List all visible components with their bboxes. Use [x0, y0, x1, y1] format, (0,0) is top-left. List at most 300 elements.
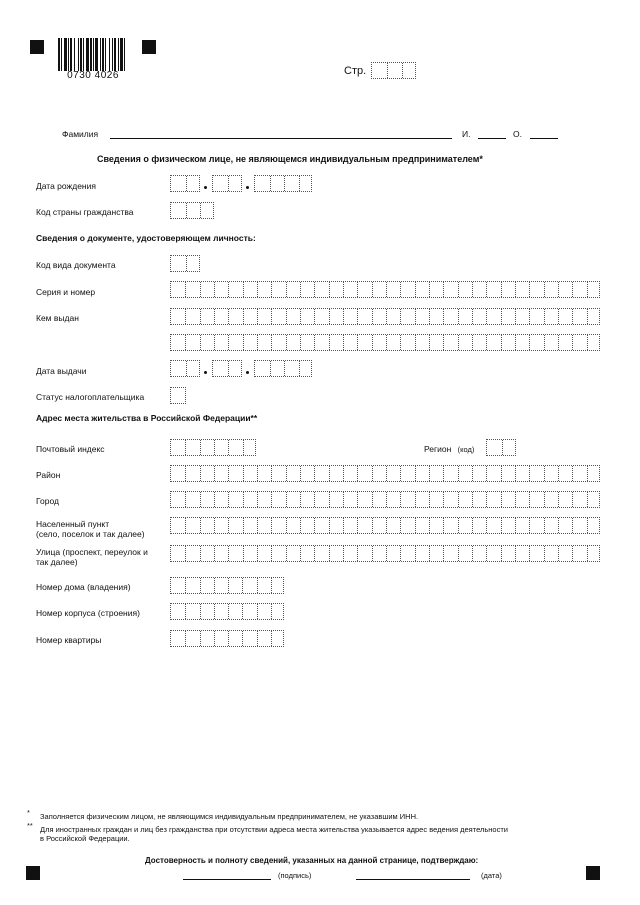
issue-date-label: Дата выдачи	[36, 366, 87, 376]
initial-o-line[interactable]	[530, 138, 558, 139]
district-label: Район	[36, 470, 61, 480]
cell-separator	[200, 546, 201, 561]
footnote-1: Заполняется физическим лицом, не являющимся индивидуальным предпринимателем, не указавшим ИНН.	[40, 812, 419, 821]
cell-separator	[544, 518, 545, 533]
barcode-bar	[100, 38, 101, 71]
cell-separator	[214, 631, 215, 646]
cell-separator	[257, 335, 258, 350]
cell-separator	[242, 578, 243, 593]
cell-separator	[343, 466, 344, 481]
cell-separator	[515, 518, 516, 533]
cell-separator	[472, 309, 473, 324]
cell-separator	[257, 631, 258, 646]
cell-separator	[443, 309, 444, 324]
cell-separator	[429, 546, 430, 561]
issue-month-cells[interactable]	[212, 360, 242, 377]
cell-separator	[501, 335, 502, 350]
cell-separator	[314, 518, 315, 533]
cell-separator	[200, 203, 201, 218]
cell-separator	[544, 282, 545, 297]
street-label-line1: Улица (проспект, переулок и	[36, 547, 148, 557]
cell-separator	[372, 466, 373, 481]
cell-separator	[257, 309, 258, 324]
signature-caption: (подпись)	[278, 871, 312, 880]
cell-separator	[443, 492, 444, 507]
issued-by-cells-2[interactable]	[170, 334, 600, 351]
cell-separator	[515, 335, 516, 350]
cell-separator	[343, 309, 344, 324]
cell-separator	[185, 282, 186, 297]
cell-separator	[386, 282, 387, 297]
cell-separator	[343, 492, 344, 507]
apartment-label: Номер квартиры	[36, 635, 102, 645]
barcode-number: 0730 4026	[67, 70, 119, 81]
barcode-bar	[90, 38, 92, 71]
cell-separator	[243, 492, 244, 507]
cell-separator	[587, 309, 588, 324]
cell-separator	[587, 518, 588, 533]
cell-separator	[286, 466, 287, 481]
barcode-bar	[80, 38, 82, 71]
cell-separator	[458, 546, 459, 561]
house-cells[interactable]	[170, 577, 284, 594]
region-label	[424, 444, 474, 455]
cell-separator	[200, 282, 201, 297]
cell-separator	[228, 176, 229, 191]
cell-separator	[314, 546, 315, 561]
initial-i-label: И.	[462, 129, 471, 139]
cell-separator	[386, 546, 387, 561]
barcode-bar	[120, 38, 123, 71]
cell-separator	[200, 309, 201, 324]
series-number-label: Серия и номер	[36, 287, 96, 297]
barcode-bar	[64, 38, 67, 71]
cell-separator	[529, 518, 530, 533]
cell-separator	[228, 335, 229, 350]
confirmation-text: Достоверность и полноту сведений, указанных на данной странице, подтверждаю:	[145, 856, 479, 865]
cell-separator	[284, 176, 285, 191]
city-label: Город	[36, 496, 59, 506]
cell-separator	[572, 518, 573, 533]
cell-separator	[329, 518, 330, 533]
cell-separator	[186, 256, 187, 271]
cell-separator	[243, 309, 244, 324]
barcode-bar	[78, 38, 79, 71]
cell-separator	[515, 492, 516, 507]
cell-separator	[357, 466, 358, 481]
house-label: Номер дома (владения)	[36, 582, 131, 592]
cell-separator	[228, 604, 229, 619]
cell-separator	[214, 546, 215, 561]
cell-separator	[415, 492, 416, 507]
cell-separator	[502, 440, 503, 455]
cell-separator	[185, 578, 186, 593]
footnote-2-line1: Для иностранных граждан и лиц без гражданства при отсутствии адреса места жительства указывается адрес ведения деятельности	[40, 825, 508, 834]
cell-separator	[286, 492, 287, 507]
cell-separator	[300, 282, 301, 297]
cell-separator	[200, 335, 201, 350]
cell-separator	[486, 282, 487, 297]
cell-separator	[372, 282, 373, 297]
cell-separator	[558, 492, 559, 507]
cell-separator	[400, 546, 401, 561]
date-separator	[246, 186, 249, 189]
cell-separator	[386, 492, 387, 507]
cell-separator	[472, 546, 473, 561]
cell-separator	[329, 492, 330, 507]
birth-day-cells[interactable]	[170, 175, 200, 192]
cell-separator	[257, 492, 258, 507]
cell-separator	[214, 518, 215, 533]
footnote-mark-1: *	[27, 808, 30, 817]
cell-separator	[515, 282, 516, 297]
cell-separator	[372, 309, 373, 324]
cell-separator	[343, 282, 344, 297]
cell-separator	[257, 466, 258, 481]
district-cells[interactable]	[170, 465, 600, 482]
cell-separator	[214, 440, 215, 455]
cell-separator	[400, 492, 401, 507]
barcode-bar	[93, 38, 94, 71]
cell-separator	[486, 546, 487, 561]
cell-separator	[429, 282, 430, 297]
cell-separator	[429, 492, 430, 507]
cell-separator	[458, 282, 459, 297]
cell-separator	[486, 335, 487, 350]
issue-year-cells[interactable]	[254, 360, 312, 377]
cell-separator	[357, 546, 358, 561]
cell-separator	[486, 518, 487, 533]
cell-separator	[200, 492, 201, 507]
corner-marker-top-right	[142, 40, 156, 54]
cell-separator	[472, 282, 473, 297]
cell-separator	[214, 492, 215, 507]
cell-separator	[402, 63, 403, 78]
cell-separator	[214, 578, 215, 593]
issued-by-cells-1[interactable]	[170, 308, 600, 325]
cell-separator	[314, 492, 315, 507]
cell-separator	[544, 466, 545, 481]
cell-separator	[271, 604, 272, 619]
cell-separator	[501, 518, 502, 533]
barcode-bar	[61, 38, 62, 71]
cell-separator	[200, 631, 201, 646]
date-line[interactable]	[356, 879, 470, 880]
doc-type-cells[interactable]	[170, 255, 200, 272]
cell-separator	[329, 282, 330, 297]
barcode-bar	[86, 38, 89, 71]
surname-line[interactable]	[110, 138, 452, 139]
cell-separator	[357, 282, 358, 297]
cell-separator	[214, 335, 215, 350]
cell-separator	[185, 604, 186, 619]
cell-separator	[200, 604, 201, 619]
cell-separator	[443, 546, 444, 561]
cell-separator	[515, 466, 516, 481]
cell-separator	[271, 282, 272, 297]
document-header: Сведения о документе, удостоверяющем личность:	[36, 233, 256, 243]
apartment-cells[interactable]	[170, 630, 284, 647]
cell-separator	[343, 518, 344, 533]
cell-separator	[300, 546, 301, 561]
cell-separator	[228, 578, 229, 593]
cell-separator	[357, 518, 358, 533]
cell-separator	[185, 518, 186, 533]
cell-separator	[329, 546, 330, 561]
barcode-bars-icon	[57, 38, 129, 72]
date-caption: (дата)	[481, 871, 502, 880]
cell-separator	[329, 309, 330, 324]
cell-separator	[400, 518, 401, 533]
cell-separator	[529, 546, 530, 561]
cell-separator	[415, 335, 416, 350]
cell-separator	[228, 361, 229, 376]
cell-separator	[515, 546, 516, 561]
barcode-bar	[124, 38, 125, 71]
cell-separator	[200, 518, 201, 533]
cell-separator	[329, 466, 330, 481]
cell-separator	[300, 518, 301, 533]
cell-separator	[501, 466, 502, 481]
cell-separator	[329, 335, 330, 350]
settlement-cells[interactable]	[170, 517, 600, 534]
cell-separator	[257, 518, 258, 533]
cell-separator	[214, 466, 215, 481]
cell-separator	[501, 492, 502, 507]
cell-separator	[228, 518, 229, 533]
cell-separator	[300, 466, 301, 481]
cell-separator	[501, 309, 502, 324]
cell-separator	[386, 518, 387, 533]
postal-code-cells[interactable]	[170, 439, 256, 456]
cell-separator	[443, 466, 444, 481]
cell-separator	[415, 309, 416, 324]
cell-separator	[400, 309, 401, 324]
cell-separator	[572, 466, 573, 481]
issued-by-label: Кем выдан	[36, 313, 79, 323]
street-cells[interactable]	[170, 545, 600, 562]
building-label: Номер корпуса (строения)	[36, 608, 140, 618]
barcode-bar	[114, 38, 116, 71]
cell-separator	[228, 631, 229, 646]
city-cells[interactable]	[170, 491, 600, 508]
barcode	[57, 38, 129, 82]
cell-separator	[587, 492, 588, 507]
cell-separator	[486, 309, 487, 324]
cell-separator	[558, 309, 559, 324]
barcode-bar	[83, 38, 84, 71]
cell-separator	[472, 492, 473, 507]
cell-separator	[572, 492, 573, 507]
birth-year-cells[interactable]	[254, 175, 312, 192]
cell-separator	[271, 578, 272, 593]
birth-month-cells[interactable]	[212, 175, 242, 192]
section-title: Сведения о физическом лице, не являющемся индивидуальным предпринимателем*	[97, 154, 483, 164]
cell-separator	[257, 604, 258, 619]
cell-separator	[314, 309, 315, 324]
cell-separator	[443, 282, 444, 297]
cell-separator	[286, 518, 287, 533]
taxpayer-status-cells[interactable]	[170, 387, 186, 404]
corner-marker-bottom-left	[26, 866, 40, 880]
barcode-bar	[74, 38, 75, 71]
cell-separator	[270, 361, 271, 376]
cell-separator	[214, 309, 215, 324]
cell-separator	[314, 466, 315, 481]
cell-separator	[228, 466, 229, 481]
issue-day-cells[interactable]	[170, 360, 200, 377]
cell-separator	[271, 631, 272, 646]
cell-separator	[486, 492, 487, 507]
cell-separator	[284, 361, 285, 376]
cell-separator	[300, 309, 301, 324]
region-code-text: (код)	[457, 445, 475, 454]
cell-separator	[243, 546, 244, 561]
cell-separator	[415, 466, 416, 481]
cell-separator	[257, 546, 258, 561]
cell-separator	[314, 282, 315, 297]
taxpayer-status-label: Статус налогоплательщика	[36, 392, 145, 402]
cell-separator	[587, 466, 588, 481]
cell-separator	[243, 466, 244, 481]
cell-separator	[271, 335, 272, 350]
cell-separator	[587, 546, 588, 561]
settlement-label-line1: Населенный пункт	[36, 519, 110, 529]
cell-separator	[387, 63, 388, 78]
cell-separator	[472, 466, 473, 481]
cell-separator	[271, 518, 272, 533]
cell-separator	[372, 492, 373, 507]
cell-separator	[357, 492, 358, 507]
cell-separator	[429, 335, 430, 350]
cell-separator	[271, 309, 272, 324]
cell-separator	[558, 466, 559, 481]
cell-separator	[429, 309, 430, 324]
cell-separator	[186, 176, 187, 191]
cell-separator	[214, 282, 215, 297]
cell-separator	[386, 335, 387, 350]
cell-separator	[415, 518, 416, 533]
cell-separator	[200, 578, 201, 593]
barcode-bar	[118, 38, 119, 71]
cell-separator	[515, 309, 516, 324]
cell-separator	[529, 309, 530, 324]
cell-separator	[558, 282, 559, 297]
barcode-bar	[58, 38, 60, 71]
cell-separator	[443, 518, 444, 533]
cell-separator	[286, 546, 287, 561]
cell-separator	[486, 466, 487, 481]
footnote-2	[40, 825, 580, 843]
cell-separator	[458, 518, 459, 533]
cell-separator	[472, 335, 473, 350]
cell-separator	[271, 492, 272, 507]
doc-type-label: Код вида документа	[36, 260, 116, 270]
page-number-cells[interactable]	[371, 62, 416, 79]
cell-separator	[501, 546, 502, 561]
cell-separator	[200, 440, 201, 455]
cell-separator	[228, 546, 229, 561]
series-number-cells[interactable]	[170, 281, 600, 298]
cell-separator	[372, 518, 373, 533]
street-label	[36, 547, 148, 567]
cell-separator	[544, 309, 545, 324]
settlement-label	[36, 519, 145, 539]
corner-marker-top-left	[30, 40, 44, 54]
cell-separator	[415, 546, 416, 561]
cell-separator	[286, 335, 287, 350]
cell-separator	[242, 604, 243, 619]
cell-separator	[372, 335, 373, 350]
cell-separator	[243, 440, 244, 455]
cell-separator	[243, 335, 244, 350]
cell-separator	[458, 492, 459, 507]
corner-marker-bottom-right	[586, 866, 600, 880]
cell-separator	[185, 335, 186, 350]
cell-separator	[544, 335, 545, 350]
cell-separator	[544, 492, 545, 507]
cell-separator	[271, 546, 272, 561]
cell-separator	[458, 466, 459, 481]
initial-i-line[interactable]	[478, 138, 506, 139]
cell-separator	[242, 631, 243, 646]
cell-separator	[386, 309, 387, 324]
postal-code-label: Почтовый индекс	[36, 444, 105, 454]
cell-separator	[587, 282, 588, 297]
cell-separator	[343, 546, 344, 561]
cell-separator	[299, 361, 300, 376]
barcode-bar	[105, 38, 106, 71]
cell-separator	[458, 335, 459, 350]
cell-separator	[257, 282, 258, 297]
cell-separator	[228, 282, 229, 297]
birth-date-label: Дата рождения	[36, 181, 96, 191]
cell-separator	[501, 282, 502, 297]
address-header: Адрес места жительства в Российской Федерации**	[36, 413, 258, 423]
surname-label: Фамилия	[62, 129, 99, 139]
cell-separator	[429, 518, 430, 533]
cell-separator	[343, 335, 344, 350]
region-label-text: Регион	[424, 444, 452, 454]
cell-separator	[529, 335, 530, 350]
cell-separator	[472, 518, 473, 533]
cell-separator	[271, 466, 272, 481]
date-separator	[246, 371, 249, 374]
citizenship-code-cells[interactable]	[170, 202, 214, 219]
page-label: Стр.	[344, 65, 367, 77]
cell-separator	[572, 282, 573, 297]
barcode-bar	[68, 38, 69, 71]
cell-separator	[529, 492, 530, 507]
cell-separator	[558, 335, 559, 350]
cell-separator	[243, 518, 244, 533]
cell-separator	[257, 578, 258, 593]
cell-separator	[314, 335, 315, 350]
cell-separator	[185, 440, 186, 455]
region-code-cells[interactable]	[486, 439, 516, 456]
signature-line[interactable]	[183, 879, 271, 880]
cell-separator	[185, 309, 186, 324]
cell-separator	[186, 361, 187, 376]
cell-separator	[372, 546, 373, 561]
building-cells[interactable]	[170, 603, 284, 620]
cell-separator	[228, 492, 229, 507]
cell-separator	[185, 546, 186, 561]
cell-separator	[415, 282, 416, 297]
cell-separator	[558, 546, 559, 561]
cell-separator	[429, 466, 430, 481]
cell-separator	[572, 546, 573, 561]
